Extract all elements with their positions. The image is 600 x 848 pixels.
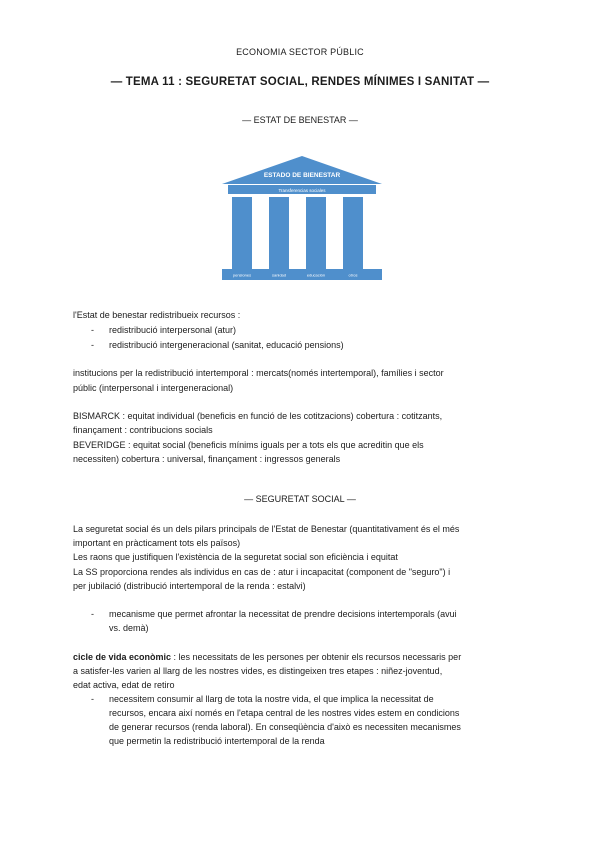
list-item: redistribució intergeneracional (sanitat, educació pensions) <box>109 340 344 350</box>
temple-pillar-1 <box>232 197 252 269</box>
paragraph-social-security-line: La seguretat social és un dels pilars principals de l'Estat de Benestar (quantitativament és el més <box>73 524 460 534</box>
list-item-line: de generar recursos (renda laboral). En conseqüència d'això es necessiten mecanismes <box>109 722 461 732</box>
paragraph-life-cycle-line: edat activa, edat de retiro <box>73 680 175 690</box>
section-heading-social-security: — SEGURETAT SOCIAL — <box>244 494 356 504</box>
life-cycle-text: : les necessitats de les persones per obtenir els recursos necessaris per <box>171 652 462 662</box>
course-header: ECONOMIA SECTOR PÚBLIC <box>236 47 364 57</box>
pillar-label: sanidad <box>271 272 287 278</box>
paragraph-redistribution-intro: l'Estat de benestar redistribueix recursos : <box>73 310 241 320</box>
pillar-label: pensiones <box>232 272 252 278</box>
list-item-line: recursos, encara així només en l'etapa central de les nostres vides estem en condicions <box>109 708 460 718</box>
list-item-line: mecanisme que permet afrontar la necessitat de prendre decisions intertemporals (avui <box>109 609 457 619</box>
paragraph-social-security-line: per jubilació (distribució intertemporal de la renda : estalvi) <box>73 581 306 591</box>
list-item-line: vs. demà) <box>109 623 149 633</box>
paragraph-bismarck-line: BISMARCK : equitat individual (beneficis en funció de les cotitzacions) cobertura : cotitzants, <box>73 411 443 421</box>
welfare-state-temple-diagram <box>222 156 382 280</box>
temple-pillar-4 <box>343 197 363 269</box>
list-item-line: necessitem consumir al llarg de tota la nostre vida, el que implica la necessitat de <box>109 694 434 704</box>
paragraph-beveridge-line: necessiten) cobertura : universal, finançament : ingressos generals <box>73 454 341 464</box>
paragraph-beveridge-line: BEVERIDGE : equitat social (beneficis mínims iguals per a tots els que acreditin que els <box>73 440 424 450</box>
paragraph-life-cycle-line <box>73 650 543 665</box>
pillar-label: otros <box>348 272 358 278</box>
pillar-label: educación <box>306 272 326 278</box>
list-bullet: - <box>91 325 94 335</box>
list-item-line: que permetin la redistribució intertemporal de la renda <box>109 736 325 746</box>
temple-roof <box>222 156 382 184</box>
paragraph-institutions-line: públic (interpersonal i intergeneracional) <box>73 383 234 393</box>
page-title: — TEMA 11 : SEGURETAT SOCIAL, RENDES MÍNIMES I SANITAT — <box>110 76 490 88</box>
paragraph-life-cycle-line: a satisfer-les varien al llarg de les nostres vides, es distingeixen tres etapes : niñez-joventud, <box>73 666 443 676</box>
temple-pillar-2 <box>269 197 289 269</box>
paragraph-institutions-line: institucions per la redistribució intertemporal : mercats(només intertemporal), famílies i sector <box>73 368 444 378</box>
temple-pillar-3 <box>306 197 326 269</box>
paragraph-social-security-line: La SS proporciona rendes als individus en cas de : atur i incapacitat (component de "seguro") i <box>73 567 451 577</box>
paragraph-social-security-line: important en pràcticament tots els països) <box>73 538 241 548</box>
list-bullet: - <box>91 609 94 619</box>
life-cycle-term: cicle de vida econòmic <box>73 652 172 662</box>
list-item: redistribució interpersonal (atur) <box>109 325 237 335</box>
paragraph-social-security-line: Les raons que justifiquen l'existència de la seguretat social son eficiència i equitat <box>73 552 398 562</box>
temple-roof-label: ESTADO DE BIENESTAR <box>263 172 341 179</box>
section-heading-welfare-state: — ESTAT DE BENESTAR — <box>242 115 358 125</box>
list-bullet: - <box>91 694 94 704</box>
list-bullet: - <box>91 340 94 350</box>
paragraph-bismarck-line: finançament : contribucions socials <box>73 425 213 435</box>
temple-beam-label: Transferencias sociales <box>278 188 326 193</box>
